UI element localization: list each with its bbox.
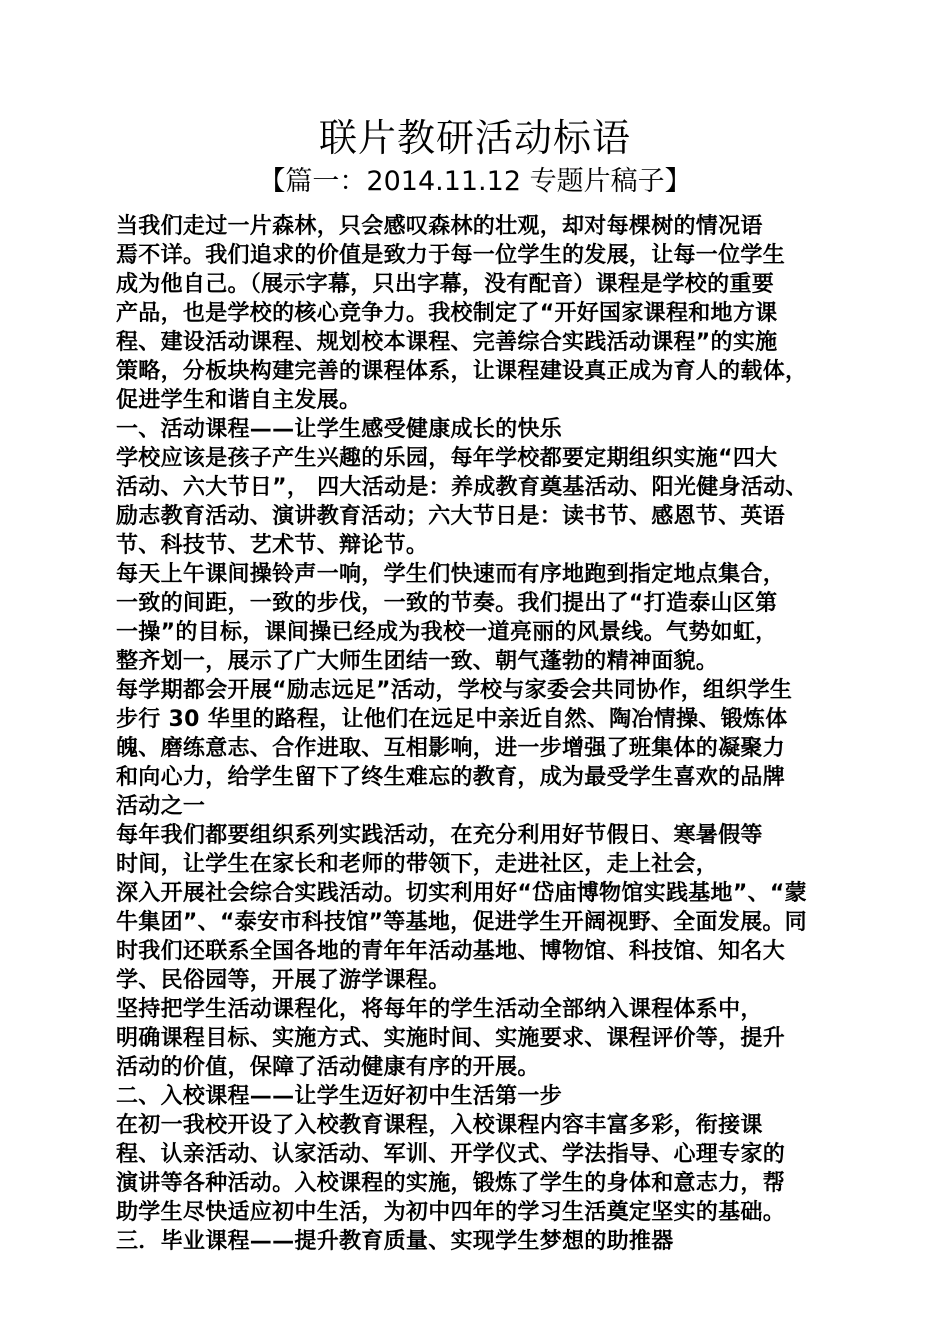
body-line: 深入开展社会综合实践活动。切实利用好“岱庙博物馆实践基地”、“蒙 — [116, 881, 807, 906]
body-line: 策略，分板块构建完善的课程体系，让课程建设真正成为育人的载体， — [116, 359, 808, 384]
body-line: 演讲等各种活动。入校课程的实施，锻炼了学生的身体和意志力，帮 — [116, 1171, 786, 1196]
body-line: 促进学生和谐自主发展。 — [116, 388, 362, 413]
body-line: 明确课程目标、实施方式、实施时间、实施要求、课程评价等，提升 — [116, 1026, 786, 1051]
body-line: 成为他自己。（展示字幕，只出字幕，没有配音）课程是学校的重要 — [116, 272, 775, 297]
body-line: 在初一我校开设了入校教育课程，入校课程内容丰富多彩，衔接课 — [116, 1113, 763, 1138]
document-body — [116, 212, 840, 1256]
body-line: 时我们还联系全国各地的青年年活动基地、博物馆、科技馆、知名大 — [116, 939, 786, 964]
body-line: 时间，让学生在家长和老师的带领下，走进社区，走上社会， — [116, 852, 719, 877]
body-line: 程、建设活动课程、规划校本课程、完善综合实践活动课程”的实施 — [116, 330, 778, 355]
body-line: 和向心力，给学生留下了终生难忘的教育，成为最受学生喜欢的品牌 — [116, 765, 786, 790]
body-line: 每天上午课间操铃声一响，学生们快速而有序地跑到指定地点集合， — [116, 562, 786, 587]
body-line: 一操”的目标，课间操已经成为我校一道亮丽的风景线。气势如虹， — [116, 620, 778, 645]
body-line: 焉不详。我们追求的价值是致力于每一位学生的发展，让每一位学生 — [116, 243, 786, 268]
body-line: 步行 30 华里的路程，让他们在远足中亲近自然、陶冶情操、锻炼体 — [116, 707, 788, 732]
body-line: 当我们走过一片森林，只会感叹森林的壮观，却对每棵树的情况语 — [116, 214, 763, 239]
body-line: 每年我们都要组织系列实践活动，在充分利用好节假日、寒暑假等 — [116, 823, 763, 848]
section-heading: 三．毕业课程——提升教育质量、实现学生梦想的助推器 — [116, 1229, 674, 1254]
document-title: 联片教研活动标语 — [318, 116, 631, 160]
body-line: 牛集团”、“泰安市科技馆”等基地，促进学生开阔视野、全面发展。同 — [116, 910, 807, 935]
body-line: 整齐划一，展示了广大师生团结一致、朝气蓬勃的精神面貌。 — [116, 649, 719, 674]
body-line: 活动的价值，保障了活动健康有序的开展。 — [116, 1055, 540, 1080]
document-subtitle: 【篇一：2014.11.12 专题片稿子】 — [258, 166, 692, 197]
body-line: 学校应该是孩子产生兴趣的乐园，每年学校都要定期组织实施“四大 — [116, 446, 778, 471]
body-line: 每学期都会开展“励志远足”活动，学校与家委会共同协作，组织学生 — [116, 678, 793, 703]
section-heading: 一、活动课程——让学生感受健康成长的快乐 — [116, 417, 563, 442]
body-line: 学、民俗园等，开展了游学课程。 — [116, 968, 451, 993]
body-line: 活动之一 — [116, 794, 206, 819]
body-line: 魄、磨练意志、合作进取、互相影响，进一步增强了班集体的凝聚力 — [116, 736, 786, 761]
body-line: 坚持把学生活动课程化，将每年的学生活动全部纳入课程体系中， — [116, 997, 763, 1022]
body-line: 节、科技节、艺术节、辩论节。 — [116, 533, 429, 558]
body-line: 产品，也是学校的核心竞争力。我校制定了“开好国家课程和地方课 — [116, 301, 778, 326]
body-line: 励志教育活动、演讲教育活动；六大节日是：读书节、感恩节、英语 — [116, 504, 786, 529]
body-line: 一致的间距，一致的步伐，一致的节奏。我们提出了“打造泰山区第 — [116, 591, 778, 616]
body-line: 助学生尽快适应初中生活，为初中四年的学习生活奠定坚实的基础。 — [116, 1200, 786, 1225]
body-line: 程、认亲活动、认家活动、军训、开学仪式、学法指导、心理专家的 — [116, 1142, 786, 1167]
body-line: 活动、六大节日”， 四大活动是：养成教育奠基活动、阳光健身活动、 — [116, 475, 808, 500]
section-heading: 二、入校课程——让学生迈好初中生活第一步 — [116, 1084, 563, 1109]
